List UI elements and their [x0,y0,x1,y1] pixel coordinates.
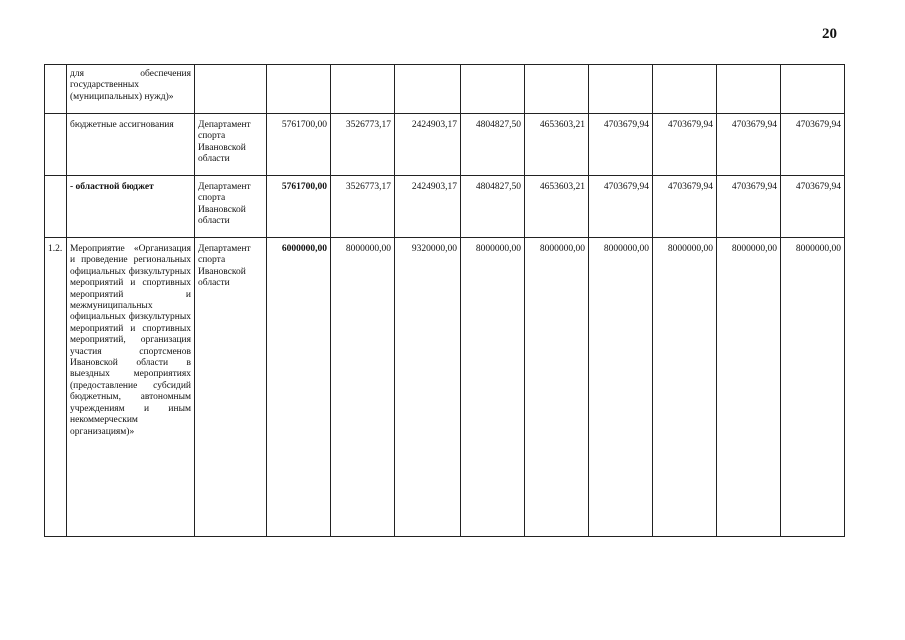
value-cell: 8000000,00 [717,238,781,537]
page-number: 20 [822,26,837,42]
value-cell: 8000000,00 [525,238,589,537]
value-cell: 9320000,00 [395,238,461,537]
row-index [45,176,67,238]
value-cell: 5761700,00 [267,176,331,238]
value-cell [331,65,395,114]
value-cell [525,65,589,114]
value-cell: 8000000,00 [331,238,395,537]
value-cell: 4703679,94 [781,176,845,238]
row-index [45,65,67,114]
value-cell: 4703679,94 [781,114,845,176]
row-index: 1.2. [45,238,67,537]
row-executor: Департамент спорта Ивановской области [195,114,267,176]
table-row [45,65,845,114]
value-cell: 8000000,00 [653,238,717,537]
value-cell: 3526773,17 [331,114,395,176]
row-description: бюджетные ассигнования [67,114,195,176]
value-cell: 4804827,50 [461,176,525,238]
value-cell: 5761700,00 [267,114,331,176]
table-row [45,238,845,537]
row-index [45,114,67,176]
value-cell [267,65,331,114]
value-cell [781,65,845,114]
value-cell: 4653603,21 [525,114,589,176]
row-executor: Департамент спорта Ивановской области [195,238,267,537]
value-cell [395,65,461,114]
value-cell: 3526773,17 [331,176,395,238]
value-cell: 2424903,17 [395,176,461,238]
value-cell: 4653603,21 [525,176,589,238]
row-executor [195,65,267,114]
value-cell: 6000000,00 [267,238,331,537]
value-cell: 8000000,00 [781,238,845,537]
value-cell: 4804827,50 [461,114,525,176]
value-cell [717,65,781,114]
value-cell: 2424903,17 [395,114,461,176]
value-cell: 4703679,94 [589,176,653,238]
value-cell: 4703679,94 [653,114,717,176]
value-cell [589,65,653,114]
table-row [45,176,845,238]
budget-table [44,64,845,537]
value-cell: 4703679,94 [653,176,717,238]
value-cell [461,65,525,114]
row-description: для обеспечения государственных (муниципальных) нужд)» [67,65,195,114]
value-cell: 8000000,00 [461,238,525,537]
value-cell: 4703679,94 [589,114,653,176]
table-row [45,114,845,176]
value-cell: 4703679,94 [717,114,781,176]
value-cell: 8000000,00 [589,238,653,537]
value-cell [653,65,717,114]
row-executor: Департамент спорта Ивановской области [195,176,267,238]
row-description: - областной бюджет [67,176,195,238]
value-cell: 4703679,94 [717,176,781,238]
row-description: Мероприятие «Организация и проведение региональных официальных физкультурных мероприятий и спортивных мероприятий и межмуниципальных официальных физкультурных мероприятий и спортивных мероприятий, организация участия спортсменов Ивановской области в выездных мероприятиях (предоставление субсидий бюджетным, автономным учреждениям и иным некоммерческим организациям)» [67,238,195,537]
